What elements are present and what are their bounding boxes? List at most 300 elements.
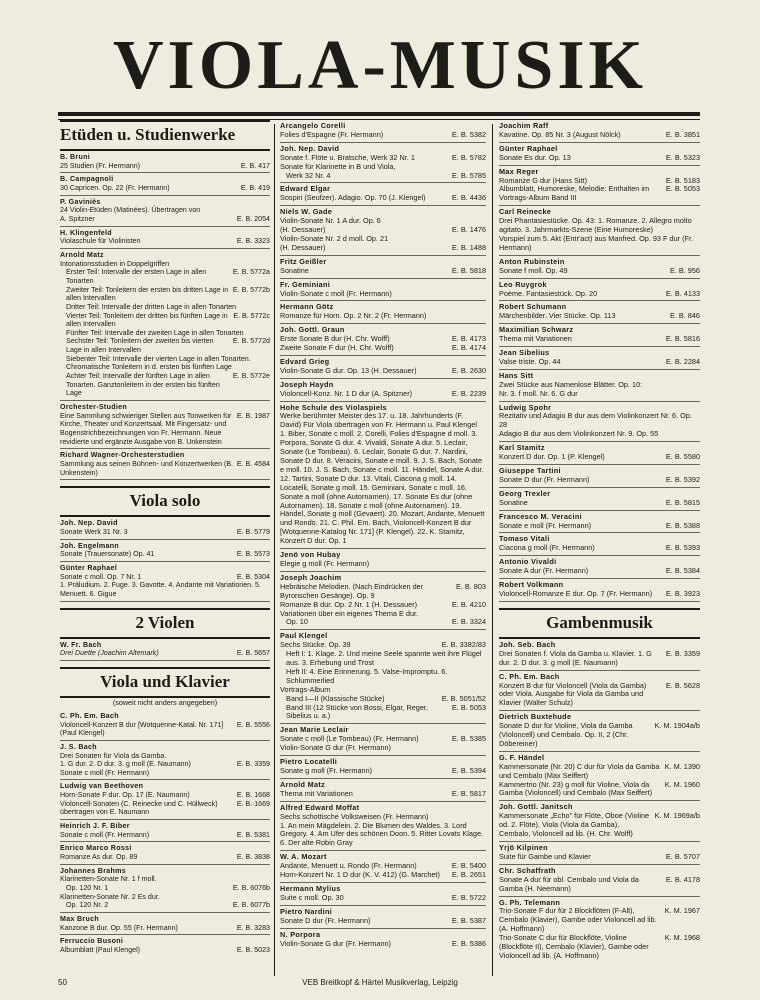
catalog-number: K. M. 1390 — [664, 761, 700, 771]
catalog-entry — [499, 556, 700, 579]
work-title: Sonate (Trauersonate) Op. 41 — [60, 550, 155, 559]
work-line — [60, 946, 270, 955]
work-line — [280, 290, 486, 299]
composer-name: Dietrich Buxtehude — [499, 712, 572, 722]
catalog-number: E. B. 5628 — [665, 680, 700, 690]
catalog-number: E. B. 5573 — [236, 550, 270, 559]
column-divider — [492, 124, 493, 976]
work-title: Zweiter Teil: Tonleitern der ersten bis dritten Lage in allen Intervallen — [66, 285, 229, 303]
catalog-entry — [280, 572, 486, 630]
catalog-number: E. B. 5385 — [451, 734, 486, 744]
catalog-entry — [280, 929, 486, 951]
catalog-number: E. B. 5785 — [451, 170, 486, 180]
work-line — [499, 722, 700, 749]
catalog-entry — [280, 206, 486, 256]
catalog-entry — [60, 173, 270, 195]
work-line — [280, 618, 486, 627]
work-line — [60, 215, 270, 224]
work-title: Trio-Sonate F dur für 2 Blockflöten (F-Alt), Cembalo (Klavier), Gambe oder Violoncell ad lib. (A. Hoffmann) — [499, 906, 657, 934]
work-title: Sechster Teil: Tonleitern der zweiten bis vierten Lage in allen Intervallen — [66, 337, 214, 355]
catalog-entry — [280, 779, 486, 802]
work-title: Konzert D dur. Op. 1 (P. Klengel) — [499, 452, 605, 462]
work-title: Variationen über ein eigenes Thema E dur. — [280, 608, 419, 618]
catalog-entry — [60, 449, 270, 480]
composer-name: Joh. Gottl. Janitsch — [499, 802, 573, 812]
catalog-number: E. B. 5772c — [233, 311, 270, 320]
work-title: Band III (12 Stücke von Bossi, Elgar, Reger, Sibelius u. a.) — [286, 702, 428, 721]
catalog-entry — [60, 842, 270, 864]
composer-name: Ferruccio Busoni — [60, 937, 124, 946]
catalog-entry — [280, 183, 486, 206]
work-title: Sonate f. Flöte u. Bratsche, Werk 32 Nr. 1 — [280, 152, 415, 162]
work-title: Heft I: 1. Klage. 2. Und meine Seele spannte weit ihre Flügel aus. 3. Erhebung und Trost — [286, 649, 482, 668]
work-title: Nr. 3. f moll. Nr. 6. G dur — [499, 388, 578, 398]
catalog-number: E. B. 1987 — [236, 411, 270, 420]
catalog-entry — [499, 865, 700, 897]
catalog-number: E. B. 5053 — [665, 184, 700, 194]
catalog-entry — [60, 913, 270, 935]
work-line — [280, 344, 486, 353]
work-line — [60, 286, 270, 303]
composer-name: Yrjö Kilpinen — [499, 843, 548, 852]
catalog-number: E. B. 5387 — [451, 915, 486, 925]
catalog-number: E. B. 846 — [669, 311, 700, 321]
work-line — [280, 312, 486, 321]
composer-name: Joh. Gottl. Graun — [280, 325, 345, 335]
catalog-number: E. B. 5051/52 — [441, 693, 486, 703]
composer-name: Leo Ruygrok — [499, 279, 547, 289]
catalog-entry — [499, 488, 700, 511]
section-note: (soweit nicht anders angegeben) — [112, 697, 218, 707]
work-title: Sonate c moll (Fr. Hermann) — [60, 830, 150, 839]
work-title: Märchenbilder. Vier Stücke. Op. 113 — [499, 311, 616, 321]
catalog-entry — [499, 256, 700, 279]
work-title: Violoncell-Konz. Nr. 1 D dur (A. Spitzner) — [280, 388, 413, 398]
catalog-entry — [499, 206, 700, 256]
work-line — [499, 412, 700, 430]
work-title: Ciacona g moll (Fr. Hermann) — [499, 543, 595, 553]
work-line — [499, 290, 700, 299]
composer-name: Joh. Engelmann — [60, 541, 119, 550]
catalog-entry — [499, 143, 700, 166]
section-heading: Viola und Klavier — [60, 667, 270, 698]
column-divider — [274, 124, 275, 976]
work-title: 1. Biber, Sonate c moll. 2. Corelli, Folies d'Espagne d moll. 3. Porpora, Sonate G dur. 4. Vivaldi, Sonate A dur. 5. Leclair, Sonate (Le Tombeau). 6. Leclair, Sonate G dur. 7. Nardini, Sonate D dur. 8. Veracini, Sonate e moll. 9. J. S. Bach, Sonate e moll. 10. J. S. Bach, Sonate c moll. 11. Händel, Sonate A dur. 12. Tartini, Sonate D dur. 13. Vitali, Ciacona g moll. 14. Locatelli, Sonate g moll. 15. Geminiani, Sonate c moll. 16. Sonate a moll (ohne Autornamen). 17. Sonate Es dur (ohne Autornamen). 18. Sonate c moll (ohne Autornamen). 19. Händel, Sonate g moll (Gevaert). 20. Mozart, Andante, Menuett und Rondo. 21. C. Phil. Em. Bach, Violoncell-Konzert B dur [Wotquenne-Katalog Nr. 171] (P. Klengel). 22. K. Stamitz, Konzert D dur. Op. 1 — [280, 429, 485, 546]
section-heading: Viola solo — [60, 486, 270, 517]
work-line — [280, 412, 486, 430]
work-line — [499, 853, 700, 862]
catalog-number: E. B. 4173 — [451, 334, 486, 344]
catalog-number: E. B. 5393 — [665, 543, 700, 553]
work-line — [499, 499, 700, 508]
catalog-entry — [499, 801, 700, 842]
catalog-entry — [280, 356, 486, 379]
catalog-entry — [280, 802, 486, 852]
composer-name: Fritz Geißler — [280, 256, 327, 266]
catalog-number: E. B. 6076b — [232, 884, 270, 893]
composer-name: Robert Schumann — [499, 302, 567, 312]
work-title: Hebräische Melodien. (Nach Eindrücken der Byronschen Gesänge). Op. 9 — [280, 581, 424, 600]
work-line — [499, 217, 700, 235]
catalog-entry — [60, 562, 270, 602]
work-line — [280, 560, 486, 569]
catalog-entry — [60, 540, 270, 562]
work-line — [60, 372, 270, 398]
catalog-entry — [499, 324, 700, 347]
work-title: Erste Sonate B dur (H. Chr. Wolff) — [280, 334, 390, 344]
work-title: Zwei Stücke aus Namenlose Blätter. Op. 10: — [499, 379, 643, 389]
composer-name: Joh. Nep. David — [60, 519, 118, 528]
work-title: Sospiri (Seufzer). Adagio. Op. 70 (J. Klengel) — [280, 193, 426, 203]
composer-name: Giuseppe Tartini — [499, 466, 561, 475]
work-title: Op. 120 Nr. 2 — [66, 901, 109, 910]
work-title: Sonate Es dur. Op. 13 — [499, 152, 571, 162]
composer-name: Hermann Mylius — [280, 883, 341, 893]
catalog-number: E. B. 5707 — [665, 851, 700, 861]
composer-name: W. Fr. Bach — [60, 640, 102, 649]
catalog-number: E. B. 3923 — [665, 588, 700, 598]
work-line — [60, 791, 270, 800]
composer-name: Enrico Marco Rossi — [60, 844, 132, 853]
work-title: Heft II: 4. Eine Erinnerung. 5. Valse-Impromptu. 6. Schlummerlied — [286, 666, 448, 685]
work-title: Drei Phantasiestücke. Op. 43: 1. Romanze. 2. Allegro molto agitato. 3. Jahrmarkts-Szene (Eine Humoreske) — [499, 216, 692, 235]
work-title: Violoncell-Sonaten (C. Reinecke und C. Hüllweck) übertragen von E. Naumann — [60, 799, 218, 817]
catalog-entry — [60, 249, 270, 401]
catalog-number: E. B. 5556 — [236, 720, 270, 729]
catalog-number: E. B. 5818 — [451, 265, 486, 275]
composer-name: Günter Raphael — [60, 563, 118, 572]
composer-name: Joachim Raff — [499, 121, 549, 130]
work-line — [499, 154, 700, 163]
work-line — [280, 894, 486, 903]
composer-name: Richard Wagner-Orchesterstudien — [60, 451, 185, 460]
work-title: Thema mit Variationen — [499, 334, 572, 344]
composer-name: Carl Reinecke — [499, 207, 552, 217]
catalog-entry — [280, 906, 486, 929]
work-title: Sonate A dur für obl. Cembalo und Viola da Gamba (H. Neemann) — [499, 874, 639, 893]
work-line — [280, 744, 486, 753]
work-title: Violoncell-Konzert B dur [Wotquenne-Katal. Nr. 171] (Paul Klengel) — [60, 720, 224, 738]
work-title: Drei Duette (Joachim Altemark) — [60, 649, 159, 658]
catalog-number: E. B. 1488 — [451, 242, 486, 252]
work-title: Siebenter Teil: Intervalle der vierten Lage in allen Tonarten. Chromatische Tonleitern in d. ersten bis fünften Lage — [66, 354, 251, 372]
work-line — [60, 573, 270, 582]
catalog-number: K. M. 1967 — [664, 906, 700, 916]
section-heading: Gambenmusik — [499, 608, 700, 639]
work-title: Vortrags-Album — [280, 684, 331, 694]
catalog-entry — [499, 711, 700, 752]
composer-name: Hohe Schule des Violaspiels — [280, 402, 387, 412]
catalog-entry — [280, 883, 486, 906]
work-line — [499, 358, 700, 367]
catalog-entry — [499, 370, 700, 402]
work-line — [499, 590, 700, 599]
work-title: Suite für Gambe und Klavier — [499, 851, 591, 861]
composer-name: G. F. Händel — [499, 752, 545, 762]
composer-name: Ludwig van Beethoven — [60, 782, 144, 791]
catalog-entry — [60, 935, 270, 956]
catalog-number: E. B. 2054 — [236, 214, 270, 223]
catalog-number: E. B. 5580 — [665, 452, 700, 462]
catalog-number: E. B. 5386 — [451, 938, 486, 948]
catalog-column-3 — [499, 120, 700, 963]
work-line — [499, 185, 700, 203]
work-title: Sonate für Klarinette in B und Viola, — [280, 161, 396, 171]
work-title: Zweite Sonate F dur (H. Chr. Wolff) — [280, 343, 394, 353]
catalog-entry — [280, 549, 486, 572]
catalog-number: K. M. 1969a/b — [654, 811, 700, 821]
catalog-number: E. B. 5323 — [665, 152, 700, 162]
catalog-number: K. M. 1968 — [664, 933, 700, 943]
work-title: (H. Dessauer) — [280, 242, 326, 252]
work-line — [280, 194, 486, 203]
catalog-entry — [60, 151, 270, 173]
work-title: Violin-Sonate Nr. 2 d moll. Op. 21 — [280, 233, 389, 243]
catalog-entry — [60, 639, 270, 661]
work-line — [499, 131, 700, 140]
work-title: Eine Sammlung schwieriger Stellen aus Tonwerken für Kirche, Theater und Konzertsaal. Mit Fingersatz- und Bogenstrichbezeichnungen von Fr. Hermann. Neue revidierte und ergänzte Ausgabe von B. Unkenstein — [60, 411, 232, 446]
catalog-number: E. B. 2630 — [451, 365, 486, 375]
work-line — [60, 760, 270, 769]
composer-name: Orchester-Studien — [60, 403, 127, 412]
work-title: Vierter Teil: Tonleitern der dritten bis fünften Lage in allen Intervallen — [66, 311, 228, 329]
composer-name: B. Campagnoli — [60, 175, 114, 184]
work-line — [60, 237, 270, 246]
composer-name: Jean Sibelius — [499, 348, 550, 358]
composer-name: Jean Marie Leclair — [280, 725, 349, 735]
work-title: Sonate c moll (Fr. Hermann) — [60, 768, 150, 777]
work-line — [60, 581, 270, 598]
catalog-number: E. B. 5381 — [236, 830, 270, 839]
work-title: Poème. Fantasiestück. Op. 20 — [499, 288, 598, 298]
composer-name: W. A. Mozart — [280, 852, 327, 862]
work-title: 1. Präludium. 2. Fuge. 3. Gavotte. 4. Andante mit Variationen. 5. Menuett. 6. Gigue — [60, 581, 261, 598]
work-line — [60, 831, 270, 840]
composer-name: Hermann Götz — [280, 302, 334, 312]
work-title: Sonate e moll (Fr. Hermann) — [499, 520, 592, 530]
work-title: Vorspiel zum 5. Akt (Entr'act) aus Manfred. Op. 93 F dur (Fr. Hermann) — [499, 233, 694, 252]
composer-name: B. Bruni — [60, 153, 90, 161]
work-title: Erster Teil: Intervalle der ersten Lage in allen Tonarten — [66, 268, 207, 285]
work-title: Horn-Konzert Nr. 1 D dur (K. V. 412) (G. Marchet) — [280, 870, 440, 880]
page-number: 50 — [58, 978, 67, 987]
catalog-entry — [280, 256, 486, 279]
catalog-number: E. B. 5392 — [665, 474, 700, 484]
work-title: Werke berühmter Meister des 17. u. 18. Jahrhunderts (F. David) Für Viola übertragen von Fr. Hermann u. Paul Klengel — [280, 411, 477, 430]
section-heading: Etüden u. Studienwerke — [60, 120, 270, 151]
catalog-number: E. B. 5394 — [451, 766, 486, 775]
work-line — [280, 172, 486, 181]
composer-name: Joh. Nep. David — [280, 143, 340, 153]
work-line — [499, 522, 700, 531]
work-line — [280, 704, 486, 722]
work-line — [60, 769, 270, 778]
catalog-number: E. B. 1668 — [236, 791, 270, 800]
composer-name: Heinrich J. F. Biber — [60, 822, 130, 831]
work-title: Elegie g moll (Fr. Hermann) — [280, 558, 370, 568]
catalog-number: E. B. 5817 — [451, 788, 486, 798]
work-title: Intonationsstudien in Doppelgriffen — [60, 259, 170, 268]
catalog-entry — [499, 752, 700, 802]
catalog-number: E. B. 803 — [455, 581, 486, 591]
catalog-number: E. B. 956 — [669, 265, 700, 275]
catalog-entry — [60, 710, 270, 741]
work-line — [60, 721, 270, 738]
work-line — [60, 853, 270, 862]
composer-name: N. Porpora — [280, 929, 321, 939]
catalog-entry — [60, 227, 270, 249]
work-line — [499, 335, 700, 344]
catalog-entry — [60, 780, 270, 820]
work-title: Kammersonate „Echo" für Flöte, Oboe (Violine od. 2. Flöte), Viola (Viola da Gamba), Cembalo, Violoncell ad lib. (H. Chr. Wolff) — [499, 811, 650, 839]
composer-name: J. S. Bach — [60, 742, 97, 751]
catalog-number: E. B. 6077b — [232, 901, 270, 910]
work-title: Kanzone B dur. Op. 55 (Fr. Hermann) — [60, 923, 178, 932]
work-title: Suite c moll. Op. 30 — [280, 892, 344, 902]
catalog-number: E. B. 4584 — [236, 460, 270, 468]
work-line — [280, 871, 486, 880]
work-title: Sonate c moll (Le Tombeau) (Fr. Hermann) — [280, 734, 419, 744]
work-title: Romanze für Horn. Op. 2 Nr. 2 (Fr. Hermann) — [280, 311, 427, 321]
composer-name: G. Ph. Telemann — [499, 897, 561, 907]
work-title: Sonate Werk 31 Nr. 3 — [60, 527, 128, 536]
catalog-number: E. B. 3283 — [236, 923, 270, 932]
catalog-number: E. B. 3382/83 — [441, 640, 486, 650]
work-title: Sonatine — [499, 497, 528, 507]
work-line — [60, 528, 270, 537]
work-line — [499, 876, 700, 894]
catalog-number: E. B. 4210 — [451, 599, 486, 609]
composer-name: Arcangelo Corelli — [280, 121, 346, 130]
work-title: Op. 10 — [286, 617, 308, 627]
catalog-entry — [60, 196, 270, 227]
catalog-number: E. B. 5816 — [665, 334, 700, 344]
composer-name: Francesco M. Veracini — [499, 511, 582, 521]
catalog-entry — [499, 347, 700, 370]
work-title: Klarinetten-Sonate Nr. 1 f moll. — [60, 875, 157, 884]
work-line — [280, 430, 486, 546]
catalog-entry — [280, 379, 486, 402]
catalog-number: E. B. 1669 — [236, 799, 270, 808]
catalog-entry — [499, 579, 700, 602]
catalog-number: E. B. 5183 — [665, 175, 700, 185]
catalog-number: E. B. 4133 — [665, 288, 700, 298]
catalog-number: E. B. 3851 — [665, 129, 700, 139]
catalog-entry — [499, 442, 700, 465]
work-line — [60, 355, 270, 372]
composer-name: Joh. Seb. Bach — [499, 639, 556, 649]
composer-name: Edvard Grieg — [280, 356, 330, 366]
catalog-entry — [280, 324, 486, 356]
work-line — [60, 901, 270, 910]
catalog-number: E. B. 3359 — [236, 760, 270, 769]
work-title: Sonate f moll. Op. 49 — [499, 265, 568, 275]
catalog-number: E. B. 417 — [240, 161, 270, 170]
work-title: Drei Sonaten f. Viola da Gamba u. Klavier. 1. G dur. 2. D dur. 3. g moll (E. Naumann) — [499, 648, 652, 667]
work-title: Romanze G dur (Hans Sitt) — [499, 175, 587, 185]
composer-name: H. Klingenfeld — [60, 228, 112, 237]
work-title: Folies d'Espagne (Fr. Hermann) — [280, 129, 384, 139]
catalog-number: E. B. 4174 — [451, 343, 486, 353]
composer-name: Georg Trexler — [499, 488, 551, 498]
catalog-number: E. B. 2284 — [665, 356, 700, 366]
work-line — [60, 460, 270, 477]
work-line — [280, 131, 486, 140]
work-title: Sonatine — [280, 265, 309, 275]
catalog-number: E. B. 5657 — [236, 649, 270, 658]
work-line — [280, 822, 486, 849]
work-line — [60, 337, 270, 354]
catalog-number: E. B. 2651 — [451, 870, 486, 880]
catalog-number: E. B. 4178 — [665, 874, 700, 884]
work-line — [60, 312, 270, 329]
composer-name: Robert Volkmann — [499, 580, 564, 590]
catalog-entry — [499, 671, 700, 712]
composer-name: Tomaso Vitali — [499, 534, 550, 544]
composer-name: Johannes Brahms — [60, 866, 126, 875]
work-title: Klarinetten-Sonate Nr. 2 Es dur. — [60, 892, 160, 901]
work-line — [60, 875, 270, 884]
catalog-entry — [499, 897, 700, 963]
work-line — [499, 682, 700, 709]
catalog-entry — [499, 465, 700, 488]
catalog-number: E. B. 5382 — [451, 129, 486, 139]
work-line — [60, 924, 270, 933]
work-title: Rezitativ und Adagio B dur aus dem Violinkonzert Nr. 6. Op. 28 — [499, 411, 692, 430]
catalog-number: E. B. 3323 — [236, 237, 270, 246]
composer-name: C. Ph. Em. Bach — [60, 711, 119, 720]
work-title: Sonate A dur (Fr. Hermann) — [499, 566, 589, 576]
work-title: Violoncell-Romanze E dur. Op. 7 (Fr. Hermann) — [499, 588, 653, 598]
composer-name: Chr. Schaffrath — [499, 865, 556, 875]
work-line — [499, 544, 700, 553]
composer-name: Pietro Nardini — [280, 906, 333, 916]
catalog-number: E. B. 5782 — [451, 152, 486, 162]
catalog-entry — [499, 279, 700, 302]
work-title: Sonate c moll. Op. 7 Nr. 1 — [60, 572, 142, 581]
catalog-number: E. B. 5304 — [236, 572, 270, 581]
composer-name: Antonio Vivaldi — [499, 557, 557, 567]
work-title: Violin-Sonate G dur (Fr. Hermann) — [280, 743, 391, 753]
catalog-number: E. B. 419 — [240, 183, 270, 192]
work-line — [499, 934, 700, 961]
work-line — [60, 206, 270, 215]
catalog-number: E. B. 5772d — [232, 337, 270, 346]
work-line — [499, 567, 700, 576]
composer-name: Maximilian Schwarz — [499, 325, 574, 335]
catalog-number: E. B. 2239 — [451, 388, 486, 398]
work-title: Drei Sonaten für Viola da Gamba. — [60, 751, 167, 760]
work-title: Sechs Stücke. Op. 39 — [280, 640, 351, 650]
composer-name: Arnold Matz — [60, 250, 104, 259]
work-title: 30 Capricen. Op. 22 (Fr. Hermann) — [60, 183, 170, 192]
catalog-entry — [499, 639, 700, 671]
catalog-number: E. B. 5772a — [232, 268, 270, 277]
work-line — [499, 650, 700, 668]
work-title: Thema mit Variationen — [280, 788, 353, 798]
work-title: Kavatine. Op. 85 Nr. 3 (August Nölck) — [499, 129, 621, 139]
work-line — [499, 235, 700, 253]
composer-name: Joseph Joachim — [280, 572, 342, 582]
catalog-number: E. B. 3838 — [236, 853, 270, 862]
work-line — [60, 884, 270, 893]
work-title: Violin-Sonate c moll (Fr. Hermann) — [280, 288, 392, 298]
work-line — [499, 430, 700, 439]
work-title: A. Spitzner — [60, 214, 95, 223]
catalog-entry — [499, 842, 700, 865]
work-title: Adagio B dur aus dem Violinkonzert Nr. 9. Op. 55 — [499, 429, 659, 439]
work-line — [280, 244, 486, 253]
